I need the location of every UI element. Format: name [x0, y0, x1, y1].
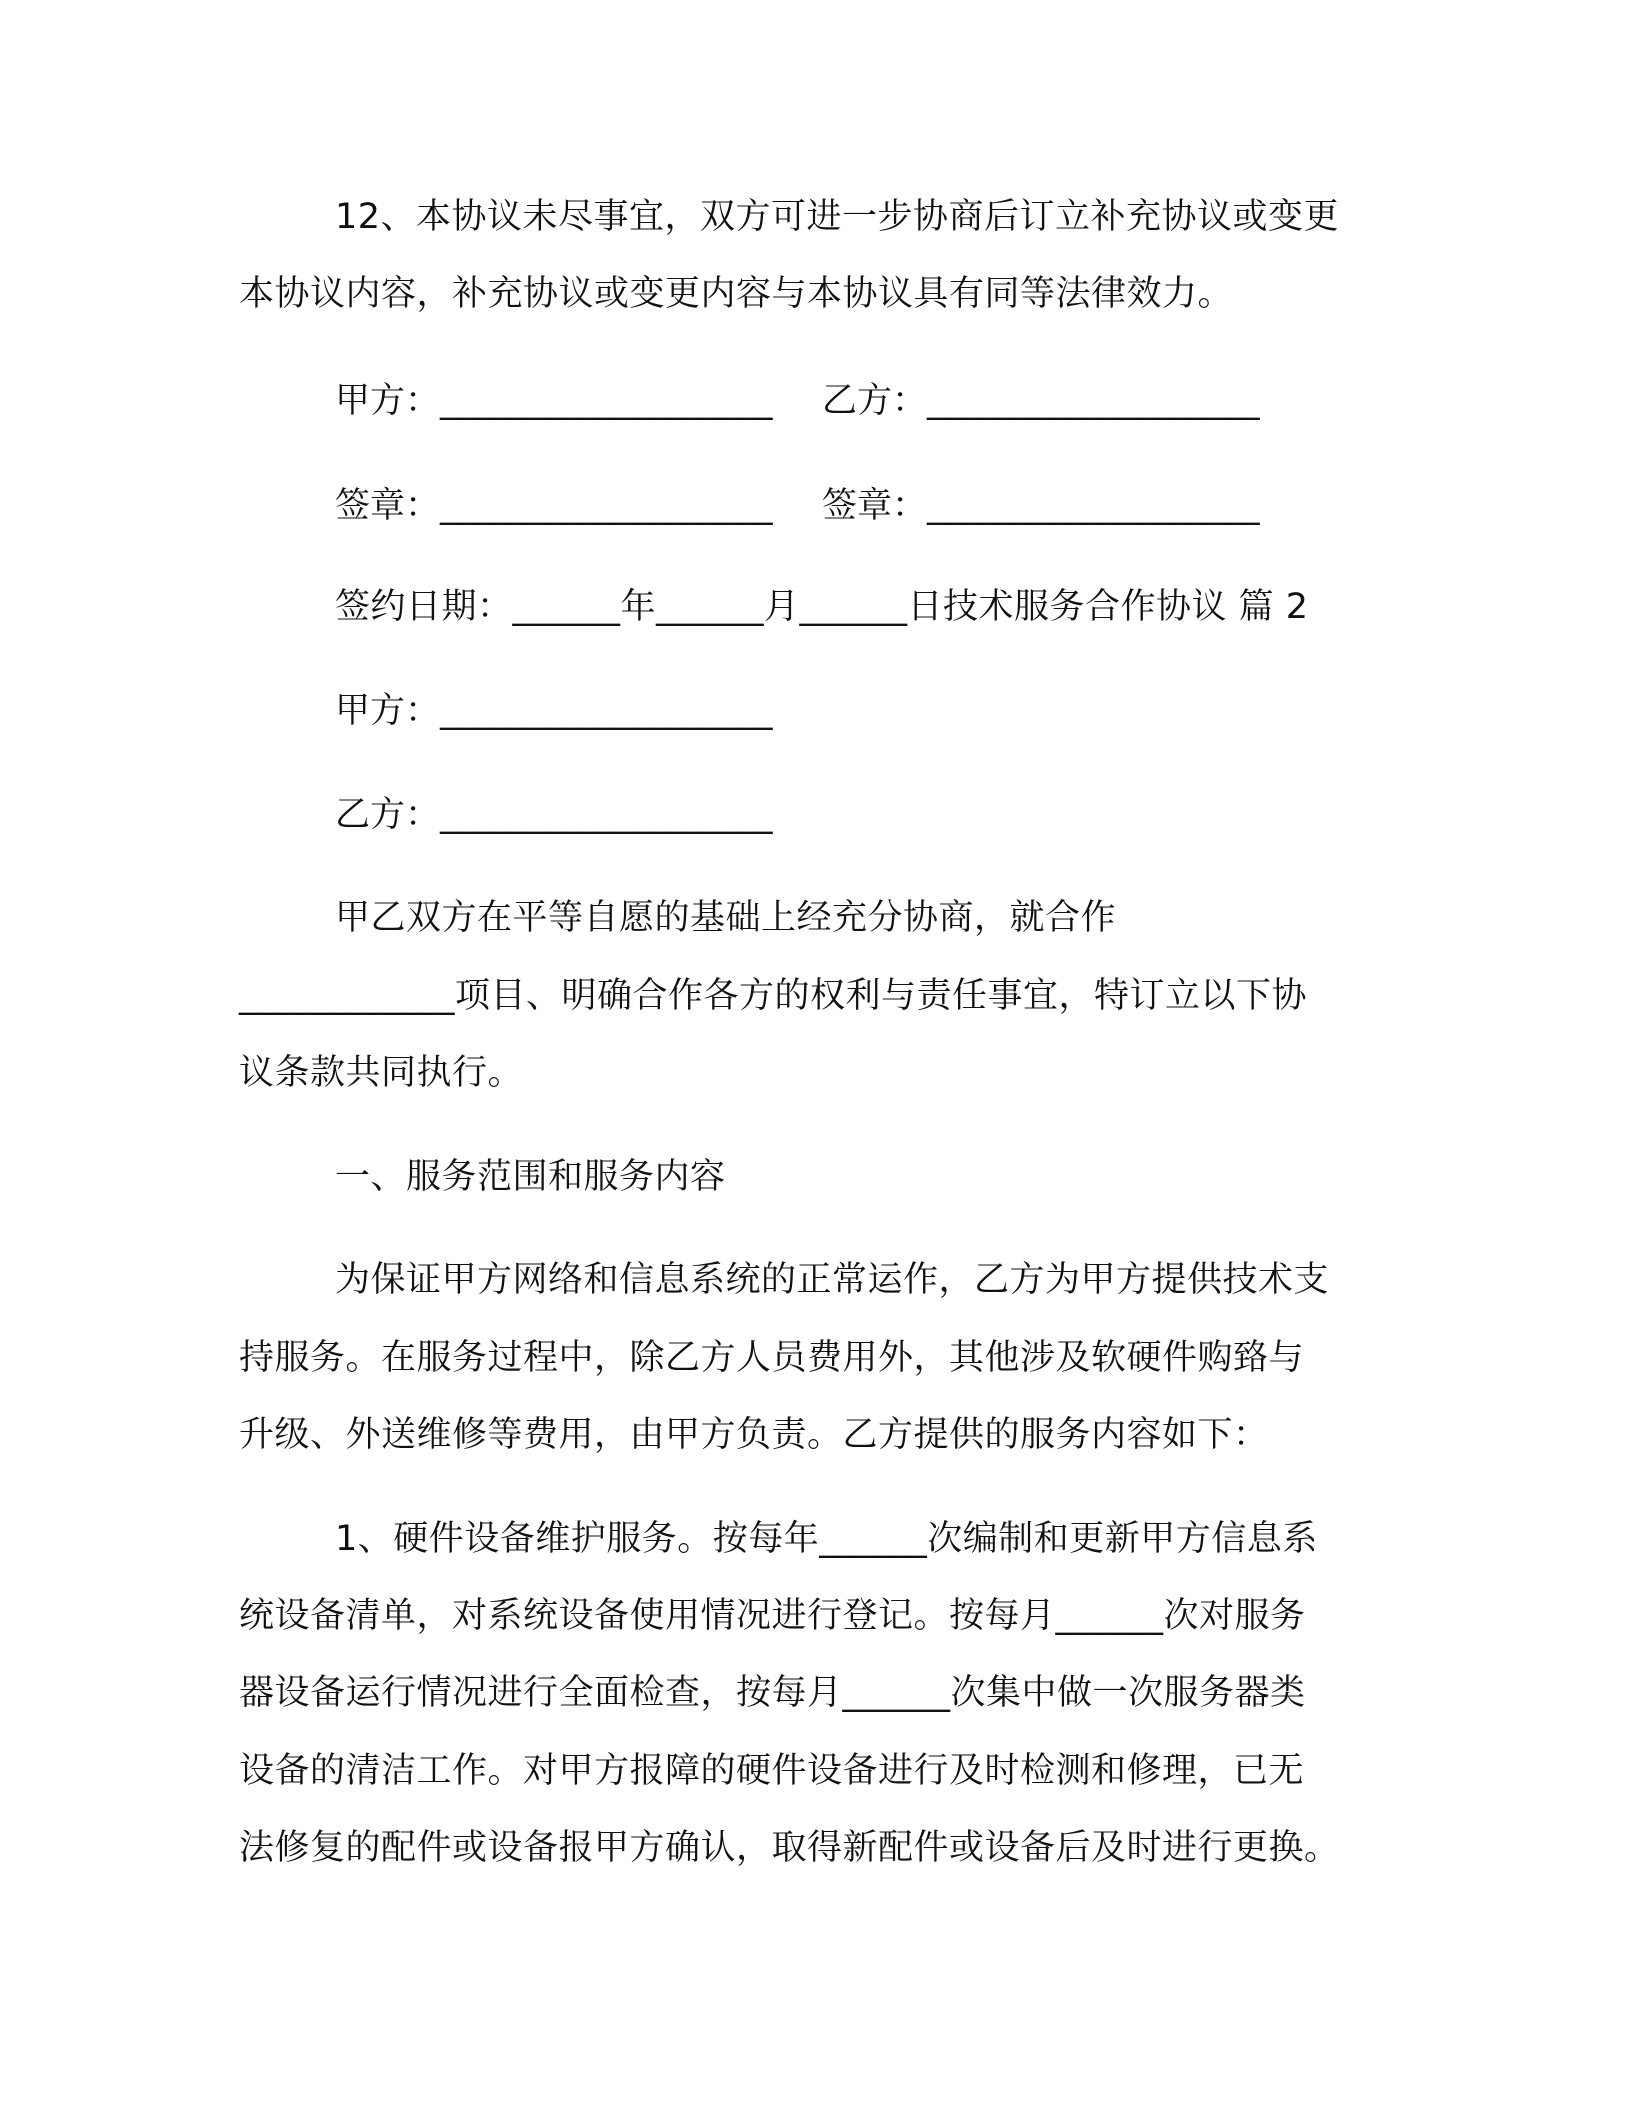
section-1-para-1-line-1: 为保证甲方网络和信息系统的正常运作，乙方为甲方提供技术支 — [335, 1260, 1330, 1300]
item-1-line-2: 统设备清单，对系统设备使用情况进行登记。按每月______次对服务 — [239, 1596, 1306, 1636]
party-b-field-2: 乙方：___________________ — [335, 795, 773, 835]
party-a-field: 甲方：___________________ — [335, 381, 773, 421]
item-1-line-3: 器设备运行情况进行全面检查，按每月______次集中做一次服务器类 — [239, 1673, 1306, 1713]
seal-b-field: 签章：___________________ — [822, 486, 1260, 526]
preamble-line-1: 甲乙双方在平等自愿的基础上经充分协商，就合作 — [335, 898, 1117, 938]
signing-date-line: 签约日期：______年______月______日技术服务合作协议 篇 2 — [335, 587, 1309, 627]
preamble-line-2: ____________项目、明确合作各方的权利与责任事宜，特订立以下协 — [239, 976, 1308, 1016]
section-1-heading: 一、服务范围和服务内容 — [335, 1157, 726, 1197]
item-1-line-5: 法修复的配件或设备报甲方确认，取得新配件或设备后及时进行更换。 — [239, 1828, 1340, 1868]
section-1-para-1-line-2: 持服务。在服务过程中，除乙方人员费用外，其他涉及软硬件购臵与 — [239, 1338, 1305, 1378]
seal-a-field: 签章：___________________ — [335, 486, 773, 526]
item-1-line-4: 设备的清洁工作。对甲方报障的硬件设备进行及时检测和修理，已无 — [239, 1751, 1305, 1791]
clause-12-line-1: 12、本协议未尽事宜，双方可进一步协商后订立补充协议或变更 — [335, 197, 1340, 237]
clause-12-line-2: 本协议内容，补充协议或变更内容与本协议具有同等法律效力。 — [239, 274, 1234, 314]
preamble-line-3: 议条款共同执行。 — [239, 1053, 524, 1093]
section-1-para-1-line-3: 升级、外送维修等费用，由甲方负责。乙方提供的服务内容如下： — [239, 1415, 1269, 1455]
party-b-field: 乙方：___________________ — [822, 381, 1260, 421]
party-a-field-2: 甲方：___________________ — [335, 691, 773, 731]
item-1-line-1: 1、硬件设备维护服务。按每年______次编制和更新甲方信息系 — [335, 1519, 1318, 1559]
